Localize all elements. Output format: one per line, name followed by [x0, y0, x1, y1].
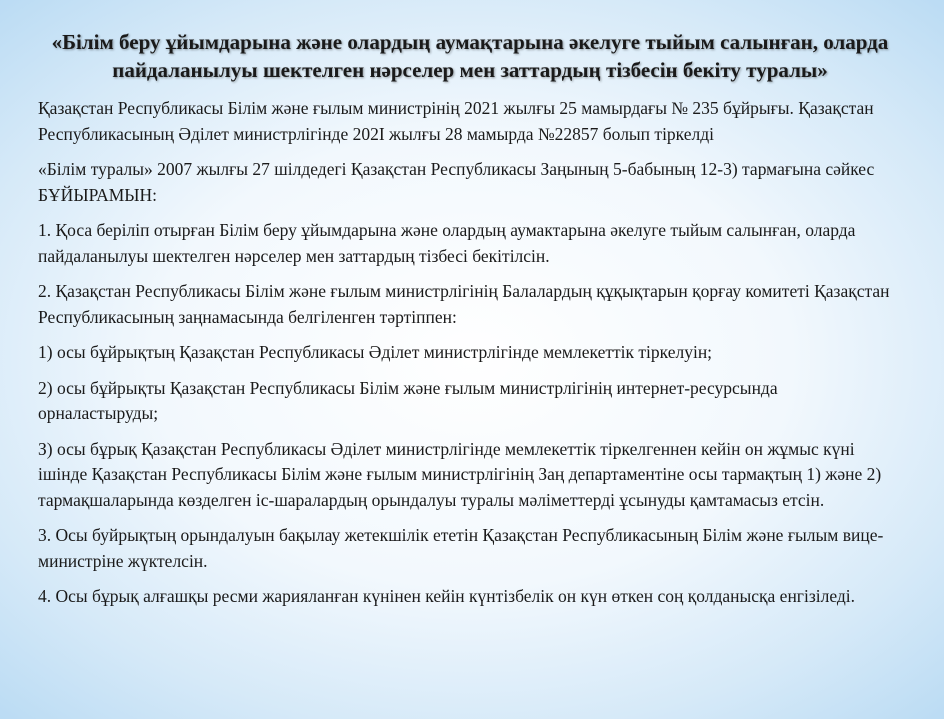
document-body: [38, 96, 902, 610]
paragraph-subitem-1: 1) осы бұйрықтың Қазақстан Республикасы Әділет министрлігінде мемлекеттік тіркелуін;: [38, 342, 713, 362]
paragraph-registration: Қазақстан Республикасы Білім және ғылым министрінің 2021 жылғы 25 мамырдағы № 235 бұйрығы. Қазақстан Республикасының Әділет министрлігінде 202І жылғы 28 мамырда №22857 болып тіркелді: [38, 98, 874, 144]
paragraph-order-basis: «Білім туралы» 2007 жылғы 27 шілдедегі Қазақстан Республикасы Заңының 5-бабының 12-3) тармағына сәйкес БҰЙЫРАМЫН:: [38, 159, 875, 205]
paragraph-item-1: 1. Қоса беріліп отырған Білім беру ұйымдарына және олардың аумактарына әкелуге тыйым салынған, оларда пайдаланылуы шектелген нәрселер мен заттардың тізбесі бекітілсін.: [38, 220, 856, 266]
paragraph-item-3: 3. Осы буйрықтың орындалуын бақылау жетекшілік ететін Қазақстан Республикасының Білім және ғылым вице-министріне жүктелсін.: [38, 525, 884, 571]
paragraph-subitem-2: 2) осы бұйрықты Қазақстан Республикасы Білім және ғылым министрлігінің интернет-ресурсында орналастыруды;: [38, 377, 778, 423]
paragraph-subitem-3: З) осы бұрық Қазақстан Республикасы Әділет министрлігінде мемлекеттік тіркелгеннен кейін он жұмыс күні ішінде Қазақстан Республикасы Білім және ғылым министрлігінің Заң департаментіне осы тармақтың 1) және 2) тармақшаларында көзделген іс-шаралардың орындалуы туралы мәліметтерді ұсынуды қамтамасыз етсін.: [38, 438, 882, 510]
paragraph-item-2: 2. Қазақстан Республикасы Білім және ғылым министрлігінің Балалардың құқықтарын қорғау комитеті Қазақстан Республикасының заңнамасында белгіленген тәртіппен:: [38, 281, 890, 327]
paragraph-item-4: 4. Осы бұрық алғашқы ресми жарияланған күнінен кейін күнтізбелік он күн өткен соң қолданысқа енгізіледі.: [38, 586, 856, 606]
document-title: «Білім беру ұйымдарына және олардың аумақтарына әкелуге тыйым салынған, оларда пайдаланылуы шектелген нәрселер мен заттардың тізбесін бекіту туралы»: [51, 30, 889, 82]
